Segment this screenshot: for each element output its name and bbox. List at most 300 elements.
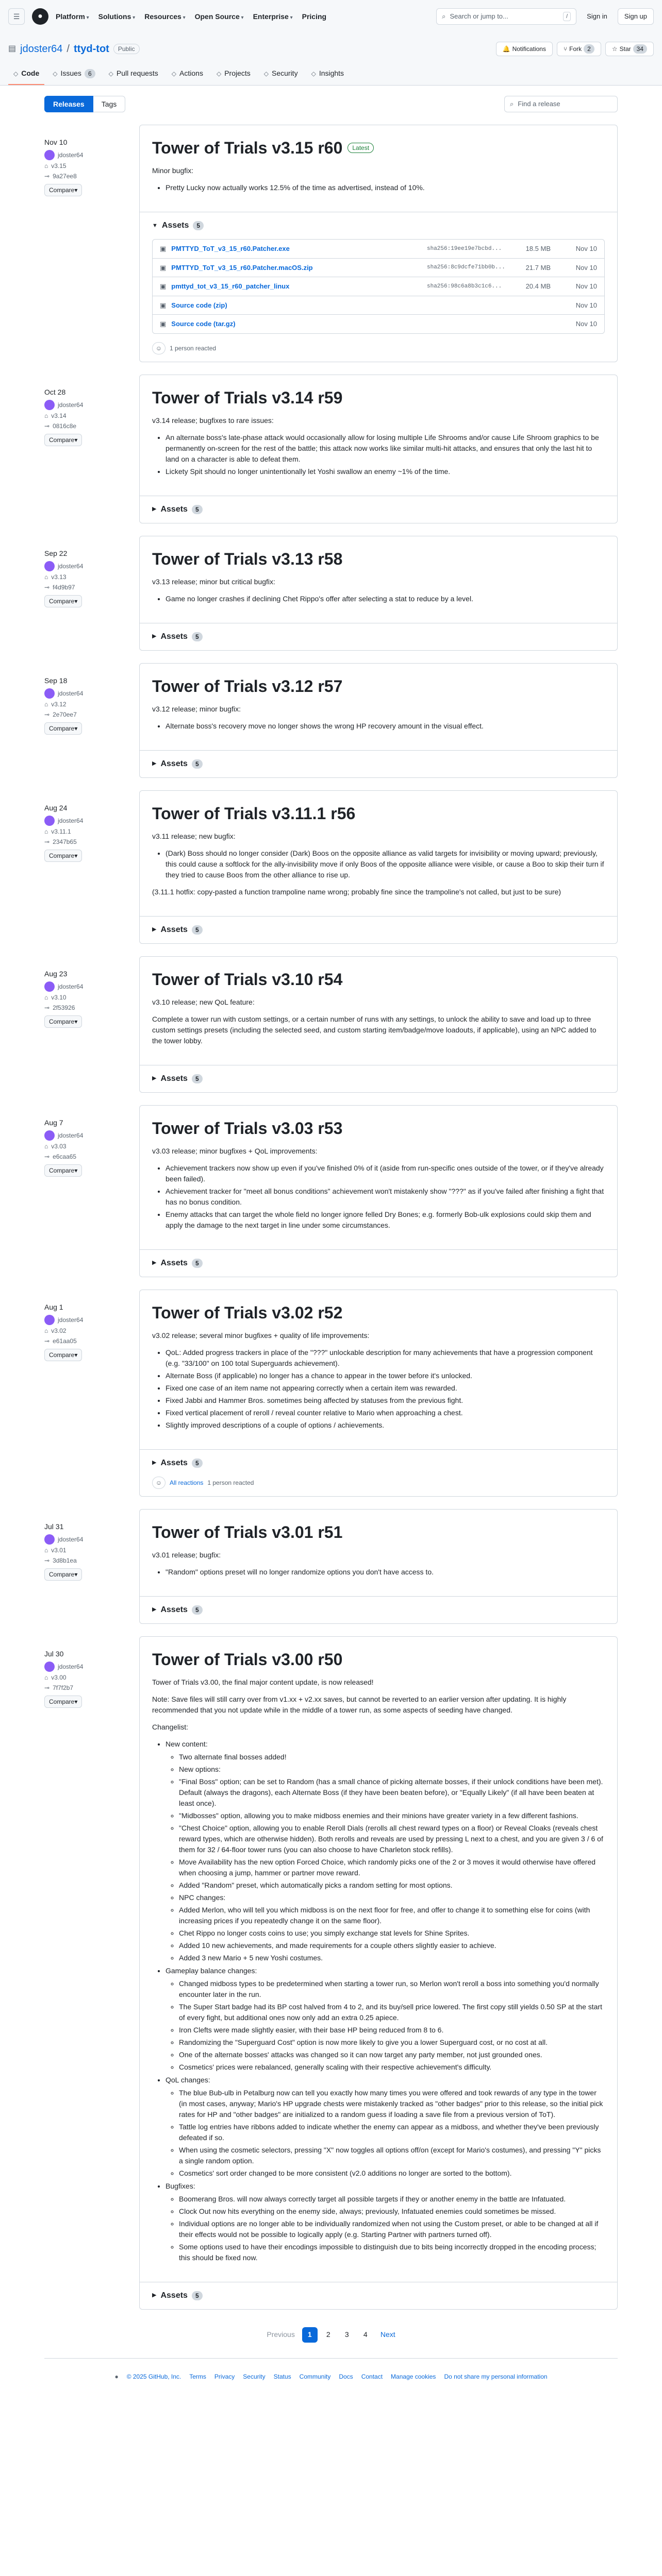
star-button[interactable]: ☆ Star 34	[605, 42, 654, 56]
reaction-text[interactable]: All reactions	[170, 1479, 204, 1486]
release-title-row	[152, 1522, 605, 1543]
release-notes-list	[152, 721, 605, 732]
release-note-item: • "Random" options preset will no longer randomize options you don't have access to.	[166, 1567, 605, 1578]
release-note-item: • An alternate boss's late-phase attack would occasionally allow for losing multiple Life Shrooms and/or cause Life Shroom graphics to be permanently on-screen for the rest of the battle; this attack now works like similar multi-hit attacks, and ensures that only the last hit to land on a character is able to defeat them.	[166, 432, 605, 465]
release-author[interactable]	[44, 1534, 127, 1545]
triangle-icon: ▶	[152, 1460, 157, 1466]
release-paragraph: v3.10 release; new QoL feature:	[152, 997, 255, 1006]
tag-icon: ⌂	[44, 1142, 48, 1150]
asset-date: Nov 10	[575, 301, 597, 309]
commit-icon: ⊸	[44, 422, 50, 430]
play-icon: ◇	[171, 70, 177, 77]
release-author[interactable]	[44, 400, 127, 410]
commit-sha: 2e70ee7	[53, 710, 77, 718]
release-note-item: ◦ NPC changes:	[179, 1892, 605, 1903]
compare-button[interactable]	[44, 722, 82, 735]
chevron-down-icon: ▾	[74, 1018, 78, 1025]
code-icon: ◇	[13, 70, 19, 77]
release-tag[interactable]	[44, 1326, 127, 1335]
release-note-item: ◦ The blue Bub-ulb in Petalburg now can tell you exactly how many times you were offered and took rewards of any type in the tower (in most cases, anyway; Mario's HP upgrade chests were mistakenly tracked as "other badges" prior to this release, so the initial pick rates for HP and "other badges" are initialized to a random guess if loading a save file from a previous version of ToT).	[179, 2088, 605, 2120]
release-footnote: (3.11.1 hotfix: copy-pasted a function trampoline name wrong; probably fine since the trampoline's not called, but just to be sure)	[152, 887, 561, 896]
menu-icon[interactable]: ☰	[8, 8, 25, 25]
release-paragraph: v3.13 release; minor but critical bugfix:	[152, 577, 275, 586]
reaction-summary: 1 person reacted	[207, 1479, 254, 1486]
release-entry	[44, 651, 618, 778]
release-paragraph: v3.12 release; minor bugfix:	[152, 704, 241, 713]
tag-name: v3.02	[51, 1327, 67, 1334]
assets-label: Assets	[160, 504, 188, 514]
triangle-icon: ▶	[152, 926, 157, 933]
release-tag[interactable]	[44, 827, 127, 836]
issue-icon: ◇	[53, 70, 58, 77]
release-title[interactable]: Tower of Trials v3.15 r60	[152, 139, 343, 157]
release-paragraph: Note: Save files will still carry over from v1.xx + v2.xx saves, but cannot be reverted to an earlier version after updating. It is highly recommended that you not update while in the middle of a tower run, as some aspects of seeding have changed.	[152, 1694, 567, 1714]
release-commit[interactable]	[44, 583, 127, 592]
tab-projects[interactable]	[211, 64, 256, 85]
tag-icon: ⌂	[44, 162, 48, 170]
compare-label: Compare	[49, 1698, 75, 1705]
assets-toggle[interactable]	[140, 212, 617, 239]
release-title[interactable]: Tower of Trials v3.01 r51	[152, 1522, 343, 1541]
assets-label: Assets	[160, 632, 188, 641]
compare-button[interactable]	[44, 1696, 82, 1708]
release-body	[140, 957, 617, 1065]
release-commit[interactable]	[44, 710, 127, 719]
tag-icon: ⌂	[44, 1673, 48, 1681]
release-note-item: • Fixed one case of an item name not appearing correctly when a certain item was rewarded.	[166, 1383, 605, 1394]
tag-name: v3.10	[51, 993, 67, 1001]
release-tag[interactable]	[44, 1142, 127, 1151]
release-paragraph: v3.14 release; bugfixes to rare issues:	[152, 416, 274, 425]
release-body	[140, 1637, 617, 2282]
changelist-heading: QoL changes:	[166, 2075, 210, 2084]
assets-label: Assets	[160, 2291, 188, 2300]
repo-name-link[interactable]: ttyd-tot	[73, 43, 109, 55]
tag-icon: ⌂	[44, 993, 48, 1001]
pagination	[0, 2310, 662, 2358]
release-title[interactable]: Tower of Trials v3.12 r57	[152, 676, 343, 696]
shield-icon: ◇	[263, 70, 269, 77]
release-entry	[44, 523, 618, 651]
release-note-item: • (Dark) Boss should no longer consider (Dark) Boos on the opposite alliance as valid targets for invisibility or moving upward; previously, this could cause a softlock for the ally-invisibility move if only Boos of the opposite alliance were visible, or cause a Boo to skip their turn if they tried to cause Boos from the other alliance to rise up.	[166, 848, 605, 880]
changelist	[152, 1739, 605, 2263]
release-card	[139, 956, 618, 1093]
release-date: Aug 23	[44, 969, 68, 978]
tab-actions[interactable]	[167, 64, 208, 85]
reactions	[140, 1477, 617, 1496]
find-release-input[interactable]: ⌕ Find a release	[504, 96, 618, 112]
asset-link[interactable]: Source code (zip)	[171, 301, 227, 309]
release-author[interactable]	[44, 1130, 127, 1141]
release-author[interactable]	[44, 688, 127, 699]
package-icon: ▣	[160, 320, 167, 328]
triangle-icon: ▶	[152, 633, 157, 640]
release-note-item: ◦ Some options used to have their encodings impossible to distinguish due to bits being incorrectly dropped in the encoding process; this should be fixed now.	[179, 2242, 605, 2263]
release-entry	[44, 1277, 618, 1497]
release-notes-list	[152, 432, 605, 477]
release-body	[140, 664, 617, 750]
release-date: Oct 28	[44, 387, 66, 396]
reaction-button[interactable]: ☺	[152, 342, 166, 354]
repo-tabs	[8, 64, 654, 85]
release-note-item: ◦ "Midbosses" option, allowing you to make midboss enemies and their minions have greater variety in a few different fashions.	[179, 1810, 605, 1821]
assets-count: 5	[192, 759, 203, 769]
commit-sha: e61aa05	[53, 1337, 77, 1345]
release-date: Aug 1	[44, 1302, 63, 1311]
assets-count: 5	[192, 632, 203, 641]
release-commit[interactable]	[44, 1003, 127, 1012]
reactions	[140, 342, 617, 362]
release-card	[139, 1290, 618, 1497]
release-note-item: ◦ Added Merlon, who will tell you which midboss is on the next floor for free, and offer to change it to something else for coins (with increasing prices if you repeatedly change it on the same floor).	[179, 1905, 605, 1926]
table-icon: ◇	[216, 70, 222, 77]
package-icon: ▣	[160, 245, 167, 252]
changelist-heading: New content:	[166, 1739, 208, 1748]
tab-code[interactable]	[8, 64, 44, 85]
release-card	[139, 375, 618, 523]
release-title[interactable]: Tower of Trials v3.11.1 r56	[152, 804, 356, 823]
release-commit[interactable]	[44, 421, 127, 431]
compare-label: Compare	[49, 1570, 75, 1578]
commit-icon: ⊸	[44, 173, 50, 180]
release-commit[interactable]	[44, 1683, 127, 1692]
release-date: Jul 31	[44, 1522, 64, 1531]
release-title[interactable]: Tower of Trials v3.00 r50	[152, 1650, 343, 1669]
release-note-item: ◦ When using the cosmetic selectors, pressing "X" now toggles all options off/on (except for Mario's costumes), and pressing "Y" picks a single random option.	[179, 2145, 605, 2166]
assets-toggle[interactable]	[140, 1065, 617, 1092]
author-name: jdoster64	[58, 1535, 84, 1543]
release-note-item: ◦ Cosmetics' prices were rebalanced, generally scaling with their respective achievement's difficulty.	[179, 2062, 605, 2073]
global-search-input[interactable]: ⌕ Search or jump to... /	[436, 8, 576, 25]
commit-icon: ⊸	[44, 710, 50, 718]
release-meta	[44, 125, 127, 362]
release-body	[140, 1290, 617, 1449]
author-name: jdoster64	[58, 1663, 84, 1670]
release-tag[interactable]	[44, 1546, 127, 1555]
avatar	[44, 561, 55, 571]
release-note-item: ◦ Added 10 new achievements, and made requirements for a couple others slightly easier to achieve.	[179, 1940, 605, 1951]
triangle-icon: ▶	[152, 1606, 157, 1613]
commit-icon: ⊸	[44, 583, 50, 591]
release-author[interactable]	[44, 561, 127, 571]
release-entry	[44, 112, 618, 362]
release-title-row	[152, 549, 605, 569]
release-entry	[44, 778, 618, 944]
assets-toggle[interactable]	[140, 750, 617, 777]
release-author[interactable]	[44, 816, 127, 826]
release-note-item: • Pretty Lucky now actually works 12.5% of the time as advertised, instead of 10%.	[166, 182, 605, 193]
assets-toggle[interactable]	[140, 2282, 617, 2309]
release-paragraph: Tower of Trials v3.00, the final major content update, is now released!	[152, 1677, 374, 1686]
release-paragraph: v3.11 release; new bugfix:	[152, 832, 236, 840]
release-title-row	[152, 803, 605, 824]
assets-label: Assets	[160, 1605, 188, 1614]
compare-button[interactable]	[44, 1164, 82, 1177]
repo-tab-count: 6	[85, 69, 95, 78]
release-author[interactable]	[44, 1662, 127, 1672]
compare-button[interactable]	[44, 1349, 82, 1361]
compare-label: Compare	[49, 436, 75, 444]
release-note-item: • Achievement trackers now show up even if you've finished 0% of it (aside from run-specific ones outside of the tower, or if they've already been failed).	[166, 1163, 605, 1184]
release-note-item: • Alternate Boss (if applicable) no longer has a chance to appear in the tower before it's unlocked.	[166, 1370, 605, 1381]
reaction-button[interactable]: ☺	[152, 1477, 166, 1489]
page-footer	[44, 2358, 618, 2402]
release-entry	[44, 1624, 618, 2310]
compare-label: Compare	[49, 597, 75, 605]
release-commit[interactable]	[44, 1556, 127, 1565]
sign-up-button[interactable]: Sign up	[618, 8, 654, 25]
release-note-item: ◦ Changed midboss types to be predetermined when starting a tower run, so Merlon won't reroll a boss into something you'd normally encounter later in the run.	[179, 1978, 605, 2000]
assets-toggle[interactable]	[140, 916, 617, 943]
pager-page[interactable]: 1	[302, 2327, 318, 2343]
assets-toggle[interactable]	[140, 1449, 617, 1477]
asset-row	[153, 314, 604, 333]
assets-label: Assets	[161, 221, 189, 230]
assets-label: Assets	[160, 759, 188, 768]
release-meta	[44, 1636, 127, 2310]
footer-link[interactable]: Community	[299, 2372, 331, 2380]
release-body	[140, 1510, 617, 1596]
release-commit[interactable]	[44, 1152, 127, 1161]
bell-icon: 🔔	[502, 45, 510, 53]
author-name: jdoster64	[58, 982, 84, 990]
compare-label: Compare	[49, 187, 75, 194]
release-paragraph: v3.03 release; minor bugfixes + QoL improvements:	[152, 1146, 318, 1155]
avatar	[44, 816, 55, 826]
assets-toggle[interactable]	[140, 496, 617, 523]
release-body	[140, 125, 617, 212]
release-title-row	[152, 1118, 605, 1139]
release-notes-list	[152, 182, 605, 193]
commit-sha: 3d8b1ea	[53, 1556, 77, 1564]
release-date: Sep 18	[44, 676, 68, 685]
avatar	[44, 981, 55, 992]
assets-label: Assets	[160, 925, 188, 934]
compare-button[interactable]	[44, 850, 82, 862]
asset-row	[153, 258, 604, 277]
compare-button[interactable]	[44, 184, 82, 196]
release-date: Sep 22	[44, 549, 68, 557]
tag-icon: ⌂	[44, 573, 48, 581]
release-meta	[44, 375, 127, 523]
release-note-item: ◦ "Final Boss" option; can be set to Random (has a small chance of picking alternate bosses, if their unlock conditions have been met). Default (always the dragons), each Alternate Boss (if they have been beaten before), or "Equally Likely" (if all have been beaten at least once).	[179, 1776, 605, 1809]
footer-link[interactable]: Status	[273, 2372, 291, 2380]
avatar	[44, 400, 55, 410]
release-tag[interactable]	[44, 1673, 127, 1682]
chevron-down-icon: ▾	[74, 597, 78, 605]
graph-icon: ◇	[311, 70, 316, 77]
release-title-row	[152, 138, 605, 158]
github-logo-icon[interactable]: ●	[32, 8, 48, 25]
release-author[interactable]	[44, 981, 127, 992]
commit-sha: 0816c8e	[53, 422, 77, 430]
release-tag[interactable]	[44, 993, 127, 1002]
release-notes-list	[166, 1752, 605, 1963]
releases-list	[0, 112, 662, 2310]
release-title[interactable]: Tower of Trials v3.13 r58	[152, 549, 343, 568]
footer-link[interactable]: Docs	[339, 2372, 353, 2380]
tag-name: v3.11.1	[51, 827, 71, 835]
avatar	[44, 1662, 55, 1672]
commit-icon: ⊸	[44, 838, 50, 845]
pager-page[interactable]: 4	[363, 2330, 368, 2338]
asset-link[interactable]: PMTTYD_ToT_v3_15_r60.Patcher.exe	[171, 245, 290, 252]
top-nav-item[interactable]: Resources ▾	[144, 11, 185, 22]
triangle-icon: ▶	[152, 506, 157, 513]
release-note-item: • Game no longer crashes if declining Chet Rippo's offer after selecting a stat to reduce by a level.	[166, 594, 605, 604]
release-tag[interactable]	[44, 161, 127, 171]
footer-link[interactable]: Manage cookies	[391, 2372, 436, 2380]
avatar	[44, 1534, 55, 1545]
package-icon: ▣	[160, 263, 167, 272]
release-notes-list	[152, 1163, 605, 1231]
commit-sha: 7f7f2b7	[53, 1684, 74, 1691]
release-note-item: ◦ One of the alternate bosses' attacks was changed so it can now target any party member, not just grounded ones.	[179, 2049, 605, 2060]
assets-list	[152, 239, 605, 334]
release-title-row	[152, 387, 605, 408]
tab-insights[interactable]	[306, 64, 349, 85]
commit-icon: ⊸	[44, 1004, 50, 1011]
compare-button[interactable]	[44, 595, 82, 607]
release-meta	[44, 536, 127, 651]
global-header	[0, 0, 662, 33]
release-paragraph: v3.02 release; several minor bugfixes + quality of life improvements:	[152, 1331, 370, 1340]
tag-icon: ⌂	[44, 700, 48, 708]
release-entry	[44, 1093, 618, 1277]
release-body	[140, 1106, 617, 1249]
top-nav-item[interactable]: Pricing	[302, 12, 327, 21]
asset-row	[153, 277, 604, 296]
release-title[interactable]: Tower of Trials v3.03 r53	[152, 1118, 343, 1138]
pager-page[interactable]: 2	[326, 2330, 330, 2338]
tag-icon: ⌂	[44, 827, 48, 835]
pager-next[interactable]: Next	[380, 2330, 395, 2338]
release-note-item: • Achievement tracker for "meet all bonus conditions" achievement won't mistakenly show "???" as if you've failed after finishing a fight that has no bonus condition.	[166, 1186, 605, 1208]
top-nav-item[interactable]: Solutions ▾	[98, 11, 136, 22]
releases-tab[interactable]: Releases	[44, 96, 93, 112]
asset-size: 21.7 MB	[525, 263, 551, 272]
asset-link[interactable]: pmttyd_tot_v3_15_r60_patcher_linux	[171, 282, 290, 290]
compare-label: Compare	[49, 1351, 75, 1359]
tag-name: v3.13	[51, 573, 67, 581]
footer-link[interactable]: Do not share my personal information	[444, 2372, 548, 2380]
release-note-item: ◦ Randomizing the "Superguard Cost" option is now more likely to give you a lower Superguard cost, or no cost at all.	[179, 2037, 605, 2048]
assets-toggle[interactable]	[140, 623, 617, 650]
asset-sha: sha256:19ee19e7bcbd...	[427, 245, 502, 252]
release-title[interactable]: Tower of Trials v3.10 r54	[152, 970, 343, 989]
tag-name: v3.15	[51, 162, 67, 170]
top-nav-item[interactable]: Open Source ▾	[195, 11, 244, 22]
changelist-heading: Bugfixes:	[166, 2181, 195, 2190]
release-card	[139, 1509, 618, 1624]
assets-label: Assets	[160, 1258, 188, 1267]
chevron-down-icon: ▾	[74, 436, 78, 444]
tab-issues[interactable]	[47, 64, 100, 85]
asset-sha: sha256:98c6a8b3c1c6...	[427, 283, 502, 290]
tag-name: v3.03	[51, 1142, 67, 1150]
chevron-down-icon: ▾	[74, 1698, 78, 1705]
release-author[interactable]	[44, 150, 127, 160]
release-date: Aug 7	[44, 1118, 63, 1127]
release-paragraph: Complete a tower run with custom settings, or a certain number of runs with any settings, to unlock the ability to save and load up to three custom settings presets (including the selected seed, and custom starting item/badge/move loadouts, if applicable), using an NPC added to the tower lobby.	[152, 1014, 597, 1045]
release-commit[interactable]	[44, 1336, 127, 1346]
chevron-down-icon: ▾	[74, 1166, 78, 1174]
pager-page[interactable]: 3	[344, 2330, 349, 2338]
release-commit[interactable]	[44, 172, 127, 181]
release-note-item: • Slightly improved descriptions of a couple of options / achievements.	[166, 1420, 605, 1431]
tab-pull-requests[interactable]	[104, 64, 163, 85]
asset-date: Nov 10	[575, 320, 597, 328]
tags-tab[interactable]: Tags	[93, 96, 126, 112]
release-notes-list	[166, 2194, 605, 2263]
release-title-row	[152, 1302, 605, 1323]
visibility-badge: Public	[113, 44, 140, 54]
asset-link[interactable]: PMTTYD_ToT_v3_15_r60.Patcher.macOS.zip	[171, 263, 313, 272]
tab-security[interactable]	[259, 64, 303, 85]
release-title[interactable]: Tower of Trials v3.14 r59	[152, 388, 343, 407]
reaction-text[interactable]: 1 person reacted	[170, 344, 217, 352]
assets-toggle[interactable]	[140, 1596, 617, 1623]
footer-link[interactable]: Security	[243, 2372, 266, 2380]
repo-header: ▤ jdoster64 / ttyd-tot Public 🔔 Notifications ⑂ Fork 2 ☆ Star 34 ◇ Code ◇ Issues 6 ◇ Pull requests ◇ Actions ◇ Projects ◇ Security ◇ Insights	[0, 33, 662, 86]
release-entry	[44, 944, 618, 1093]
assets-toggle[interactable]	[140, 1249, 617, 1277]
top-nav-item[interactable]: Platform ▾	[56, 11, 89, 22]
commit-icon: ⊸	[44, 1337, 50, 1345]
release-commit[interactable]	[44, 837, 127, 846]
release-card	[139, 1636, 618, 2310]
repo-owner-link[interactable]: jdoster64	[20, 43, 63, 55]
asset-link[interactable]: Source code (tar.gz)	[171, 320, 236, 328]
changelist-section	[166, 2075, 605, 2179]
fork-icon: ⑂	[563, 45, 568, 53]
release-author[interactable]	[44, 1315, 127, 1325]
assets-count: 5	[193, 221, 204, 230]
release-title[interactable]: Tower of Trials v3.02 r52	[152, 1303, 343, 1322]
release-tag[interactable]	[44, 700, 127, 709]
compare-button[interactable]	[44, 1015, 82, 1028]
avatar	[44, 1315, 55, 1325]
release-note-item: ◦ Two alternate final bosses added!	[179, 1752, 605, 1762]
triangle-icon: ▶	[152, 1075, 157, 1082]
compare-label: Compare	[49, 1018, 75, 1025]
footer-link[interactable]: Terms	[189, 2372, 206, 2380]
release-note-item: • Fixed Jabbi and Hammer Bros. sometimes being affected by statuses from the previous fight.	[166, 1395, 605, 1406]
release-note-item: ◦ Move Availability has the new option Forced Choice, which randomly picks one of the 2 or 3 moves it would otherwise have offered when choosing a jump, hammer or partner move reward.	[179, 1857, 605, 1878]
notifications-button[interactable]: 🔔 Notifications	[496, 42, 553, 56]
sign-in-button[interactable]: Sign in	[587, 12, 607, 21]
asset-size: 18.5 MB	[525, 245, 551, 252]
top-nav-item[interactable]: Enterprise ▾	[253, 11, 293, 22]
release-tag[interactable]	[44, 572, 127, 582]
asset-size: 20.4 MB	[525, 282, 551, 290]
changelist-heading: Gameplay balance changes:	[166, 1966, 257, 1975]
compare-button[interactable]	[44, 1568, 82, 1581]
package-icon: ▣	[160, 301, 167, 309]
compare-button[interactable]	[44, 434, 82, 446]
footer-link[interactable]: Privacy	[214, 2372, 235, 2380]
author-name: jdoster64	[58, 1316, 84, 1324]
assets-label: Assets	[160, 1458, 188, 1467]
author-name: jdoster64	[58, 689, 84, 697]
footer-link[interactable]: Contact	[361, 2372, 383, 2380]
repo-tab-label: Projects	[224, 69, 251, 77]
tag-icon: ⌂	[44, 1327, 48, 1334]
asset-row	[153, 296, 604, 315]
release-tag[interactable]	[44, 411, 127, 420]
commit-icon: ⊸	[44, 1684, 50, 1691]
fork-button[interactable]: ⑂ Fork 2	[557, 42, 601, 56]
